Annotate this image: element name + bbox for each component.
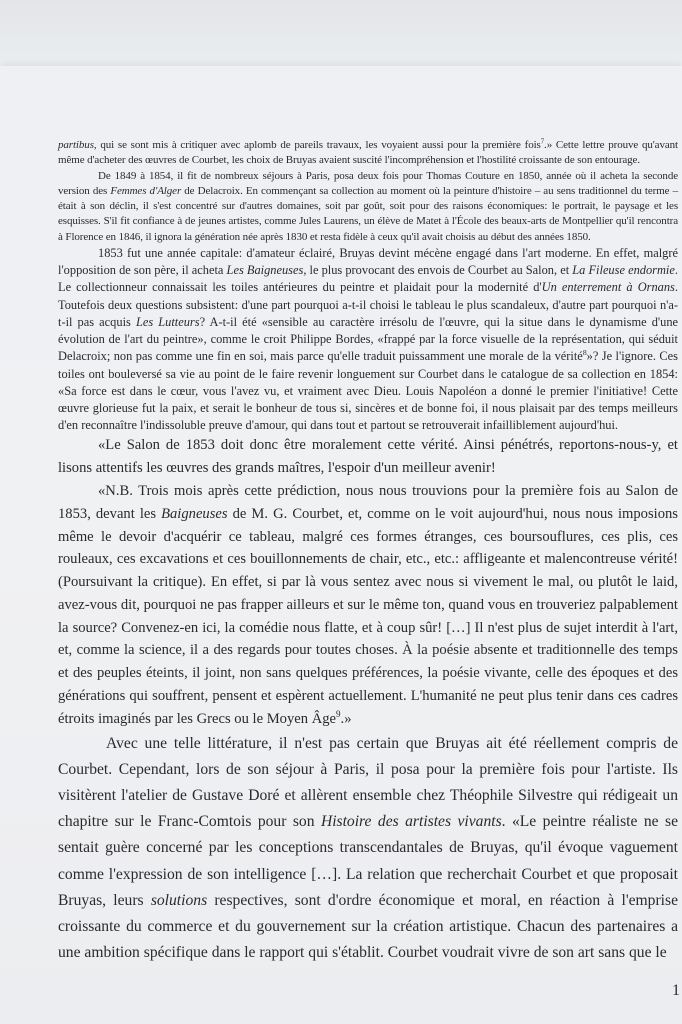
text-run: . Le collectionneur connaissait les toiles antérieures du peintre et plaidait pour la modernité d' [58, 263, 678, 295]
text-run: .» [340, 710, 352, 727]
page-number: 1 [672, 982, 680, 999]
footnote-ref: 8 [582, 348, 587, 358]
italic-title: partibus [58, 139, 94, 151]
footnote-ref: 9 [336, 709, 341, 720]
text-run: respectives, sont d'ordre économique et moral, en réaction à l'emprise croissante du commerce et du gouvernement sur la création artistique. Chacun des partenaires a une ambition spécifique dans le rapport qui s'établit. Courbet voudrait vivre de son art sans que le [58, 891, 678, 962]
body-text [58, 138, 678, 967]
paragraph-6 [58, 731, 678, 967]
paragraph-1 [58, 138, 678, 169]
text-run: ? A-t-il été «sensible au caractère irrésolu de l'œuvre, qui la situe dans le dynamisme d'une évolution de l'art du peintre», comme le croit Philippe Bordes, «frappé par la force visuelle de la représentation, qui séduit Delacroix; non pas comme une fin en soi, mais parce qu'elle traduit puissamment une morale de la vérité [58, 314, 679, 364]
italic-title: La Fileuse endormie [572, 263, 675, 278]
text-run: de Delacroix. En commençant sa collection au moment où la peinture d'histoire – au sens traditionnel du terme – était à son déclin, il s'est concentré sur d'autres domaines, soit par goût, soit pour des raisons économiques: le portrait, le paysage et les esquisses. S'il fit confiance à de jeunes artistes, comme Jules Laurens, un élève de Matet à l'École des beaux-arts de Montpellier qu'il rencontra à Florence en 1846, il ignora la génération née après 1830 et resta fidèle à ceux qu'il avait choisis au début des années 1850. [58, 184, 678, 243]
background-surface [0, 0, 682, 66]
italic-title: solutions [150, 891, 208, 909]
text-run: «N.B. Trois mois après cette prédiction, nous nous trouvions pour la première fois au Salon de 1853, devant les [58, 482, 678, 522]
paragraph-2 [58, 169, 678, 245]
text-run: «Le Salon de 1853 doit donc être moralement cette vérité. Ainsi pénétrés, reportons-nous-y, et lisons attentifs les œuvres des grands maîtres, l'espoir d'un meilleur avenir! [58, 437, 678, 477]
footnote-ref: 7 [540, 138, 545, 146]
text-run: »? Je l'ignore. Ces toiles ont bouleversé sa vie au point de le faire revenir longuement sur Courbet dans le catalogue de sa collection en 1854: «Sa force est dans le cœur, vous l'avez vu, et vraiment avec Dieu. Louis Napoléon a donné le premier l'initiative! Cette œuvre glorieuse fut la paix, et serait le bonheur de tous si, sincères et de bonne foi, il nous plaisait par des temps meilleurs d'en reconnaître l'indissoluble preuve d'amour, qui dans tout et partout se retrouverait infailliblement aujourd'hui. [58, 349, 678, 433]
text-run: De 1849 à 1854, il fit de nombreux séjours à Paris, posa deux fois pour Thomas Couture en 1850, année où il acheta la seconde version des [58, 169, 678, 197]
text-run: Avec une telle littérature, il n'est pas certain que Bruyas ait été réellement compris de Courbet. Cependant, lors de son séjour à Paris, il posa pour la première fois pour l'artiste. Ils visitèrent l'atelier de Gustave Doré et allèrent ensemble chez Théophile Silvestre qui rédigeait un chapitre sur le Franc-Comtois pour son [58, 734, 678, 831]
text-run: 1853 fut une année capitale: d'amateur éclairé, Bruyas devint mécène engagé dans l'art moderne. En effet, malgré l'opposition de son père, il acheta [58, 246, 678, 278]
paragraph-4 [58, 434, 678, 480]
text-run: . «Le peintre réaliste ne se sentait guère concerné par les conceptions transcendantales de Bruyas, qu'il évoque vaguement comme l'expression de son intelligence […]. La relation que recherchait Courbet et que proposait Bruyas, leurs [58, 813, 678, 909]
text-run: , qui se sont mis à critiquer avec aplomb de pareils travaux, les voyaient aussi pour la première fois [93, 139, 541, 151]
text-run: de M. G. Courbet, et, comme on le voit aujourd'hui, nous nous imposions même le devoir d'acquérir ce tableau, malgré ces formes étranges, ces boursouflures, ces plis, ces rouleaux, ces excavations et ces bouillonnements de chair, etc., etc.: affligeante et malencontreuse vérité! (Poursuivant la critique). En effet, si par là vous sentez avec nous si vivement le mal, ou plutôt le laid, avez-vous dit, pourquoi ne pas frapper ailleurs et sur le même ton, quand vous en trouveriez palpablement la source? Convenez-en ici, la comédie nous flatte, et à coup sûr! […] Il n'est plus de sujet interdit à l'art, et, comme la science, il a des regards pour toutes choses. À la poésie absente et traditionnelle des temps et des peuples éteints, il joint, non sans quelques préférences, la poésie vivante, celle des époques et des générations qui souffrent, pensent et espèrent actuellement. L'humanité ne peut plus tenir dans ces cadres étroits imaginés par les Grecs ou le Moyen Âge [58, 505, 678, 727]
italic-title: Baigneuses [161, 505, 228, 522]
paragraph-3 [58, 245, 678, 434]
italic-title: Un enterrement à Ornans [541, 280, 675, 295]
text-run: . Toutefois deux questions subsistent: d'une part pourquoi a-t-il choisi le tableau le plus scandaleux, d'autre part pourquoi n'a-t-il pas acquis [58, 280, 678, 329]
paragraph-5 [58, 480, 678, 731]
text-run: , le plus provocant des envois de Courbet au Salon, et [303, 263, 573, 278]
italic-title: Histoire des artistes vivants [320, 813, 502, 831]
italic-title: Les Baigneuses [226, 263, 304, 278]
text-run: .» Cette lettre prouve qu'avant même d'acheter des œuvres de Courbet, les choix de Bruyas avaient suscité l'incompréhension et l'hostilité croissante de son entourage. [58, 139, 678, 167]
italic-title: Femmes d'Alger [110, 184, 182, 197]
italic-title: Les Lutteurs [135, 314, 200, 329]
